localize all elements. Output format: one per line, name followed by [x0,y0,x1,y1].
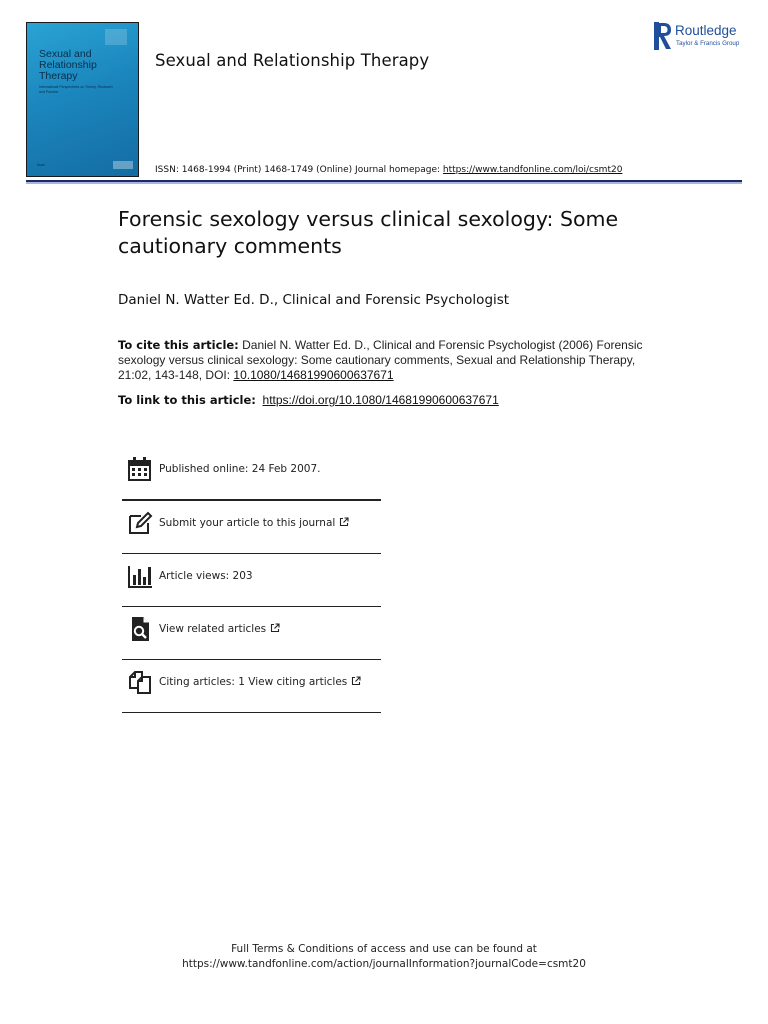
calendar-icon [127,456,153,482]
citing-articles-row[interactable] [122,660,381,713]
publisher-subtitle: Taylor & Francis Group [676,40,740,47]
document-search-icon [127,616,153,642]
article-doi-url-link[interactable]: https://doi.org/10.1080/14681990600637671 [262,393,499,407]
terms-url[interactable]: https://www.tandfonline.com/action/journalInformation?journalCode=csmt20 [182,958,586,970]
article-title: Forensic sexology versus clinical sexology: Some cautionary comments [118,207,619,258]
issn-line [155,165,622,175]
cover-footer: bsart [37,163,45,167]
submit-article-label: Submit your article to this journal [159,517,336,529]
journal-cover-image [26,22,139,177]
article-views-row [122,554,381,607]
cover-subtitle: International Perspectives on Theory, Research and Practice [39,85,113,94]
related-articles-label: View related articles [159,623,267,635]
external-link-icon [270,623,280,633]
external-link-icon [339,517,349,527]
citing-articles-link[interactable] [159,676,361,688]
article-author: Daniel N. Watter Ed. D., Clinical and Forensic Psychologist [118,292,510,308]
submit-article-link[interactable] [159,517,349,529]
terms-line: Full Terms & Conditions of access and use can be found at [231,943,537,955]
citation-text: Daniel N. Watter Ed. D., Clinical and Forensic Psychologist (2006) Forensic sexology versus clinical sexology: Some cautionary comments, Sexual and Relationship Therapy, 21:02, 143-148, DOI: [118,338,643,382]
related-articles-link[interactable] [159,623,280,635]
cover-title-line: Relationship [39,59,97,71]
doi-link[interactable]: 10.1080/14681990600637671 [233,368,394,382]
publisher-logo [654,22,754,52]
cover-title-line: Sexual and [39,48,92,60]
citing-articles-label: Citing articles: 1 View citing articles [159,676,348,688]
related-articles-row[interactable] [122,607,381,660]
issn-text: ISSN: 1468-1994 (Print) 1468-1749 (Online) Journal homepage: [155,165,443,175]
submit-article-row[interactable] [122,501,381,554]
journal-homepage-link[interactable]: https://www.tandfonline.com/loi/csmt20 [442,165,623,175]
bar-chart-icon [127,563,153,589]
publisher-name: Routledge [675,23,737,38]
cover-title [39,49,129,82]
cover-title-line: Therapy [39,70,78,82]
article-link-block [118,393,499,407]
published-date: Published online: 24 Feb 2007. [159,463,321,475]
citing-documents-icon [127,669,153,695]
citation-label: To cite this article: [118,338,239,352]
cover-publisher-logo [113,161,133,169]
article-link-label: To link to this article: [118,393,256,407]
routledge-r-icon [654,22,672,50]
terms-footer [0,942,768,972]
header-divider-light [26,182,742,184]
article-views: Article views: 203 [159,570,253,582]
edit-icon [127,510,153,536]
article-info-list [122,447,381,713]
external-link-icon [351,676,361,686]
journal-title: Sexual and Relationship Therapy [155,51,430,70]
citation-block [118,338,658,383]
published-row [122,447,381,501]
cover-decoration [105,29,127,45]
